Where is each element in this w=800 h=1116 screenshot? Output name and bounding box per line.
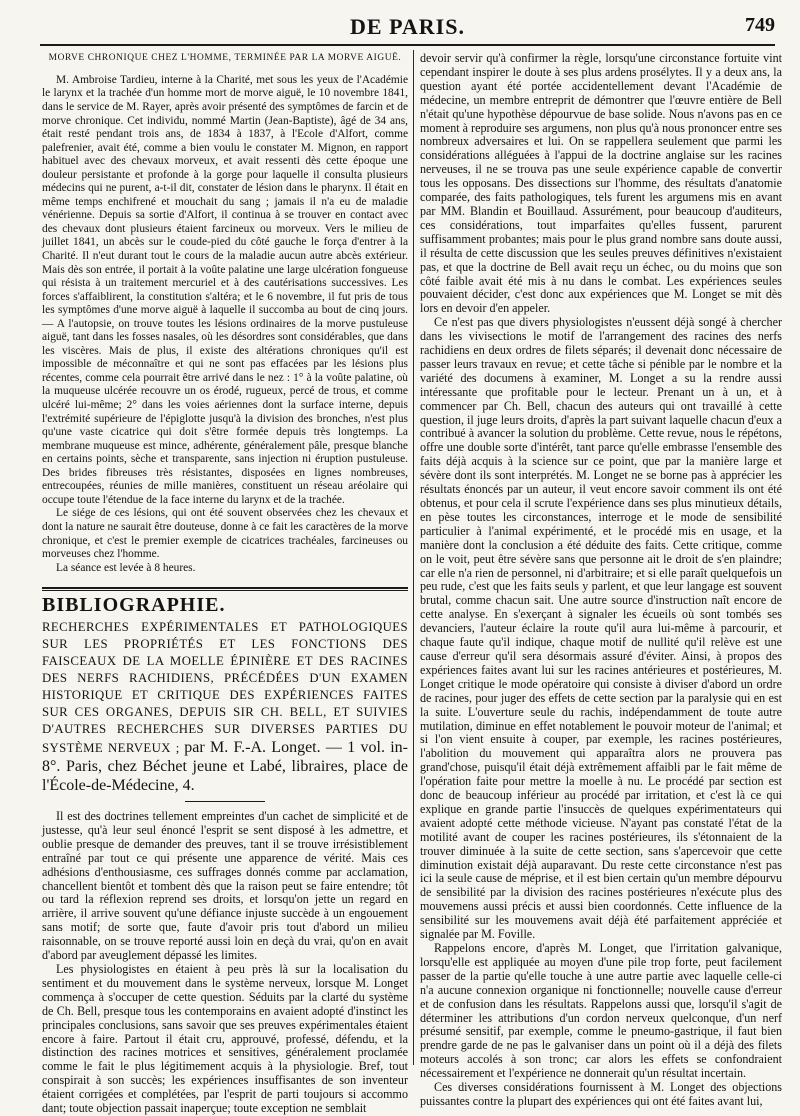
right-column [420,51,782,1108]
left-column [42,52,409,1116]
running-title: DE PARIS. [350,14,465,39]
review-body [42,810,408,1116]
article-paragraph: M. Ambroise Tardieu, interne à la Charité, met sous les yeux de l'Académie le larynx et la trachée d'un homme mort de morve aiguë, le 10 novembre 1841, dans le service de M. Rayer, après avoir présenté des symptômes de farcin et de morve chronique. Cet individu, nommé Martin (Jean-Baptiste), âgé de 34 ans, était resté pendant trois ans, de 1834 à 1837, à l'Ecole d'Alfort, comme palefrenier, avait été, comme a bien voulu le constater M. Mignon, en rapport habituel avec des chevaux morveux, et avait ressenti dès cette époque une douleur persistante et profonde à la gorge pour laquelle il consulta plusieurs médecins qui ne purent, a-t-il dit, constater de lésion dans le pharynx. Il était en même temps enchifrené et mouchait du sang ; jamais il n'a eu de maladie vénérienne. Depuis sa sortie d'Alfort, il continua à se trouver en contact avec des chevaux dont plusieurs étaient farcineux ou morveux. Vers le milieu de juillet 1841, un abcès sur le coude-pied du côté gauche le força d'entrer à la Charité. Il n'eut durant tout le cours de la maladie aucun autre abcès extérieur. Mais dès son entrée, il portait à la voûte palatine une large ulcération fongueuse qui résista à un traitement mercuriel et à des cautérisations successives. Les forces s'affaiblirent, la constitution s'altéra; et le 6 novembre, il fut pris de tous les symptômes d'une morve aiguë à laquelle il succomba au bout de cinq jours. — A l'autopsie, on trouve toutes les lésions ordinaires de la morve pustuleuse aiguë, tant dans les fosses nasales, où les désordres sont considérables, que dans les viscères. Mais de plus, il existe des altérations chroniques qu'il est impossible de méconnaître et qui ne sont pas effacées par les lésions plus récentes, comme cela pourrait être arrivé dans le nez : 1° à la voûte palatine, où la muqueuse ulcérée recouvre un os érodé, rugueux, percé de trous, et comme ulcéré lui-même; 2° dans les voies aériennes dont la surface interne, depuis l'extrémité supérieure de l'épiglotte jusqu'à la division des bronches, n'est plus qu'une vaste cicatrice qui doit s'être formée depuis très longtemps. La membrane muqueuse est mince, adhérente, généralement pâle, presque blanche en certains points, sèche et transparente, sans injection ni éruption pustuleuse. Des brides fibreuses très résistantes, disposées en lignes nombreuses, entrecoupées, réunies de mille manières, constituent un réseau aréolaire qui occupe toute l'étendue de la face interne du larynx et de la trachée. [42,73,408,506]
review-paragraph: Ces diverses considérations fournissent à M. Longet des objections puissantes contre la plupart des expériences qui ont été faites avant lui, [420,1080,782,1108]
page-number: 749 [745,14,775,36]
running-head [40,12,775,46]
column-divider [413,50,414,1065]
review-paragraph: Rappelons encore, d'après M. Longet, que l'irritation galvanique, lorsqu'elle est appliquée au moyen d'une pile trop forte, peut facilement passer de la partie qu'elle touche à une autre partie avec laquelle celle-ci n'a aucune connexion organique ni fonctionnelle; nouvelle cause d'erreur et de confusion dans les résultats. Rappelons aussi que, lorsqu'il s'agit de déterminer les attributions d'un cordon nerveux quelconque, d'un nerf présumé sensitif, par exemple, comme le pneumo-gastrique, il faut bien prendre garde de ne pas le galvaniser dans un point où il a déjà des filets moteurs accolés à son tronc; car alors les effets se confondraient nécessairement et l'expérience ne donnerait qu'un résultat incertain. [420,941,782,1081]
book-publication: par M. F.-A. Longet. — 1 vol. in-8°. Paris, chez Béchet jeune et Labé, libraires, place de l'École-de-Médecine, 4. [42,739,409,795]
book-title [42,619,408,795]
bibliography-heading: BIBLIOGRAPHIE. [42,594,226,617]
review-paragraph: Les physiologistes en étaient à peu près là sur la localisation du sentiment et du mouvement dans le système nerveux, lorsque M. Longet commença à s'occuper de cette question. Séduits par la clarté du système de Ch. Bell, presque tous les contemporains en avaient adopté d'instinct les principales conclusions, sans savoir que ses preuves expérimentales étaient encore à faire. Partout il était cru, approuvé, professé, défendu, et la distinction des racines motrices et sensitives, généralement proclamée comme le fait le plus légitimement acquis à la physiologie. Bref, tout conspirait à son succès; les expériences insuffisantes de son inventeur étaient corrigées et complétées, par l'esprit de parti toujours si accommo dant; toute objection passait inaperçue; toute exception ne semblait [42,962,408,1116]
bibliography-rule [185,801,265,802]
article-subhead: MORVE CHRONIQUE CHEZ L'HOMME, TERMINÉE PAR LA MORVE AIGUË. [48,53,402,63]
section-rule-thin [42,590,408,591]
review-paragraph: Ce n'est pas que divers physiologistes n'eussent déjà songé à chercher dans les vivisections le motif de l'arrangement des racines des nerfs rachidiens en deux ordres de filets séparés; il devenait donc nécessaire de passer leurs travaux en revue; et cette tâche si pénible par le nombre et la variété des documens à examiner, M. Longet a su la rendre aussi intéressante que profitable pour le lecteur. Prenant un à un, et à commencer par Ch. Bell, chacun des auteurs qui ont travaillé à cette question, il juge leurs droits, d'après la part suivant laquelle chacun d'eux a contribué à avancer la solution du problème. Cette revue, nous le répétons, offre une double sorte d'intérêt, tant parce qu'elle embrasse l'ensemble des faits déjà acquis à la science sur ce point, que par la manière large et sévère dont ils sont interprétés. M. Longet ne se borne pas à apprécier les résultats énoncés par un auteur, il veut encore savoir comment ils ont été obtenus, et pour cela il scrute l'expérience dans ses plus minutieux détails, en pèse toutes les circonstances, interroge et le mode de sensibilité particulier à l'animal expérimenté, et le procédé mis en usage, et la manière dont la conclusion a été déduite des faits. Cette critique, comme on le voit, peut être sévère sans que personne ait le droit de s'en plaindre; car elle n'a rien de personnel, ni d'arbitraire; et si elle paraît quelquefois un peu rude, c'est que les faits seuls y parlent, et que leur langage est souvent brutal, comme chacun sait. Une autre source d'instruction naît encore de cette analyse. En s'exerçant à signaler les écueils où sont tombés ses devanciers, l'auteur éclaire la route qu'il aura lui-même à parcourir, et chaque faute qu'il indique, chaque motif de nullité qu'il relève est une cause d'erreur qu'il sera désormais assuré d'éviter. Ainsi, à propos des expériences faites avant lui sur les racines antérieures et postérieures, M. Longet critique le mode opératoire qui consiste à diviser d'abord un ordre de racines, pour juger des effets de cette section par la paralysie qui en est la suite. L'ouverture seule du rachis, indépendamment de toute autre mutilation, diminue en effet notablement le pouvoir moteur de l'animal; et si l'on vient ensuite à couper, par exemple, les racines postérieures, l'abolition du mouvement qui apparaîtra alors ne prouvera pas grand'chose, puisqu'il était déjà extrêmement affaibli par le fait même de l'opération faite pour mettre la moelle à nu. Le procédé par section est donc de beaucoup inférieur au procédé par irritation, et c'est là ce qui explique en grande partie l'insuccès de quelques expérimentateurs qui avaient adopté cette méthode vicieuse. N'ayant pas constaté l'état de la motilité avant de couper les racines postérieures, ils s'étonnaient de la trouver diminuée à la suite de cette section, sans s'apercevoir que cette diminution existait déjà auparavant. Du reste cette circonstance n'est pas ici la seule cause de méprise, et il est bien certain qu'un membre dépourvu de sensibilité par la division des racines postérieures n'exécute plus des mouvemens aussi précis et aussi bien coordonnés. Cette influence de la sensibilité sur les mouvemens avait déjà été parfaitement appréciée et signalée par M. Foville. [420,315,782,942]
review-paragraph: Il est des doctrines tellement empreintes d'un cachet de simplicité et de justesse, qu'à leur seul énoncé l'esprit se sent disposé à les admettre, et oublie presque de demander des preuves, tant il se trouve irrésistiblement entraîné par tout ce qui présente une apparence de vérité. Mais ces adhésions d'enthousiasme, ces suffrages donnés comme par acclamation, chancellent bientôt et tombent dès que la raison peut se faire entendre; tôt ou tard la réflexion reprend ses droits, et lorsqu'on jette un regard en arrière, il arrive souvent qu'une défiance injuste succède à un engouement sans motif; de sorte que, faute d'avoir pris tout d'abord un milieu raisonnable, on se trouve reporté aussi loin en deçà du vrai, qu'on en avait d'abord par aveuglement dépassé les limites. [42,809,408,963]
article-paragraph: Le siége de ces lésions, qui ont été souvent observées chez les chevaux et dont la nature ne saurait être douteuse, donne à ce fait les caractères de la morve chronique, et c'est le premier exemple de cicatrices trachéales, farcineuses ou morveuses chez l'homme. [42,507,408,561]
review-paragraph: devoir servir qu'à confirmer la règle, lorsqu'une circonstance fortuite vint cependant inspirer le doute à ses plus ardens prosélytes. Il y a deux ans, la question ayant été portée accidentellement devant l'Académie de médecine, un membre entreprit de démontrer que l'œuvre entière de Bell n'était qu'une hypothèse dépourvue de base solide. Nous n'avons pas en ce moment à reproduire ses argumens, non plus qu'à nous prononcer entre ses nombreux adversaires et lui. On se rappellera seulement que parmi les considérations alléguées à l'appui de la doctrine anglaise sur les racines nerveuses, il ne se trouva pas une seule expérience capable de convertir tous les opposans. Des dissections sur l'homme, des résultats d'anatomie comparée, des faits pathologiques, tels furent les argumens mis en avant par MM. Blandin et Bouillaud. Assurément, pour beaucoup d'auditeurs, ces considérations, tout imparfaites qu'elles fussent, parurent suffisamment probantes; mais pour le plus grand nombre sans doute aussi, il résulta de cette discussion que les seules preuves définitives n'existaient pas, et que la doctrine de Bell avait reçu un échec, ou du moins que son côté faible avait été mis à nu dans le combat. Les expériences seules pouvaient décider, c'est donc aux expériences que M. Longet se mit dès lors en devoir d'en appeler. [420,51,782,316]
article-body [42,74,408,575]
section-rule [42,587,408,589]
session-closing: La séance est levée à 8 heures. [56,561,196,574]
book-title-caps: RECHERCHES EXPÉRIMENTALES ET PATHOLOGIQUES SUR LES PROPRIÉTÉS ET LES FONCTIONS DES FAISCEAUX DE LA MOELLE ÉPINIÈRE ET DES RACINES DES NERFS RACHIDIENS, PRÉCÉDÉES D'UN EXAMEN HISTORIQUE ET CRITIQUE DES EXPÉRIENCES FAITES SUR CES ORGANES, DEPUIS SIR CH. BELL, ET SUIVIES D'AUTRES RECHERCHES SUR DIVERSES PARTIES DU SYSTÈME NERVEUX ; [42,620,408,756]
